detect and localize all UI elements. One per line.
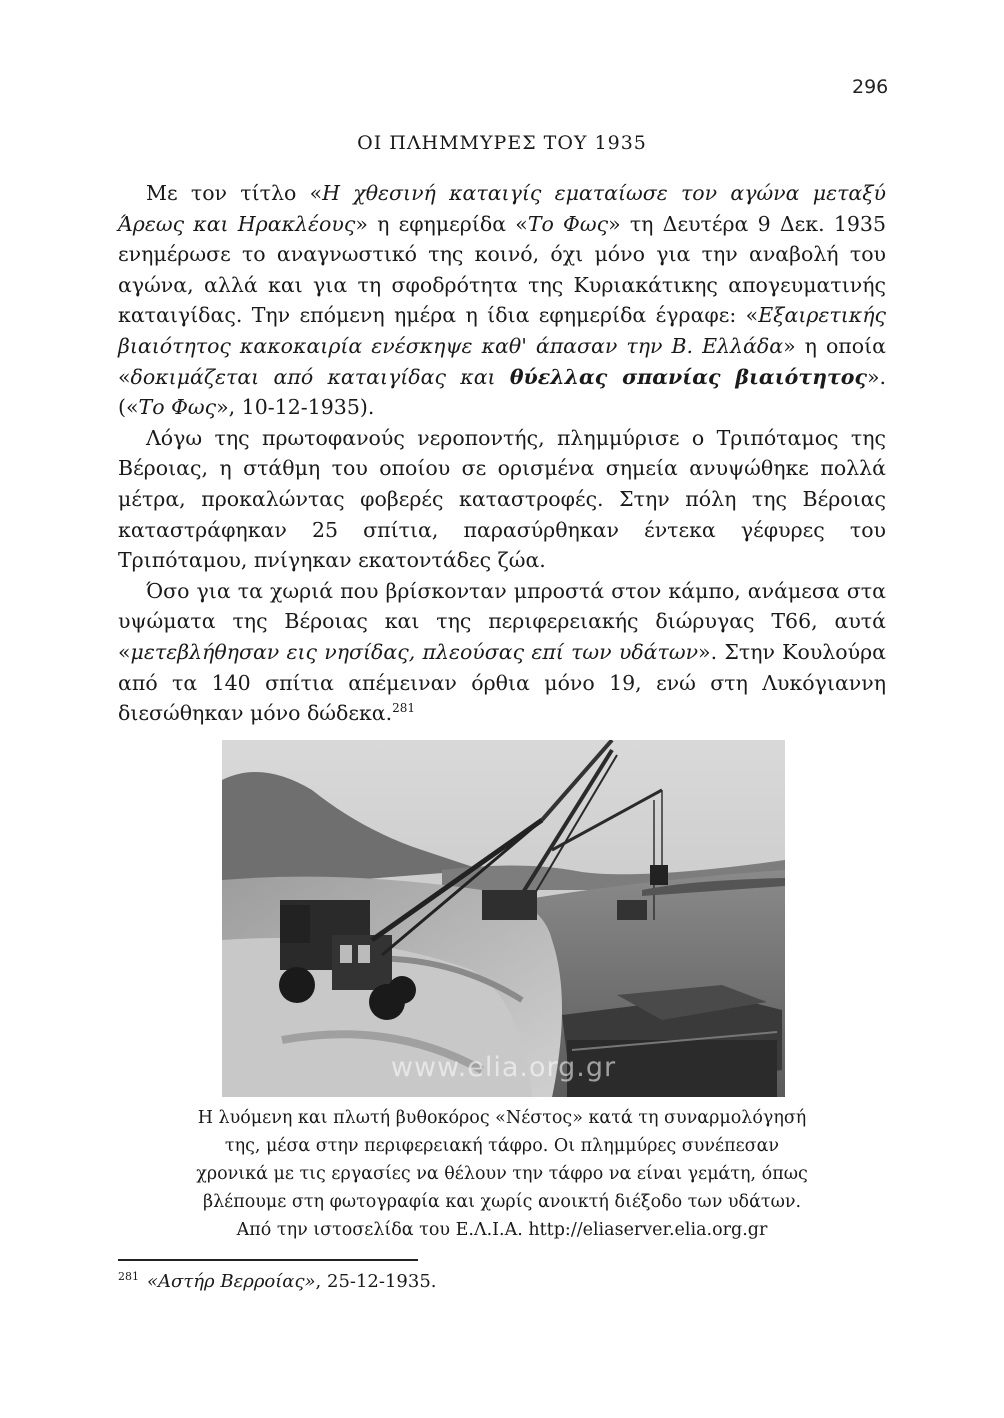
paragraph-2: Λόγω της πρωτοφανούς νεροποντής, πλημμύρισε ο Τριπόταμος της Βέροιας, η στάθμη του οποίου σε ορισμένα σημεία ανυψώθηκε πολλά μέτρα, προκαλώντας φοβερές καταστροφές. Στην πόλη της Βέροιας καταστράφηκαν 25 σπίτια, παρασύρθηκαν έντεκα γέφυρες του Τριπόταμου, πνίγηκαν εκατοντάδες ζώα. (118, 425, 886, 573)
body-text (118, 178, 886, 729)
footnote (118, 1270, 437, 1292)
p1-bold-italic: θύελλας σπανίας βιαιότητος (509, 364, 867, 389)
p1-text-6: », 10-12-1935). (216, 395, 375, 420)
paragraph-1 (118, 178, 886, 423)
p3-text-1: Όσο για τα χωριά που βρίσκονταν μπροστά στον κάμπο, ανάμεσα στα υψώματα της Βέροιας και της περιφερειακής διώρυγας Τ66, αυτά « (118, 578, 886, 664)
p1-italic-4: δοκιμάζεται από καταιγίδας και (130, 364, 510, 389)
caption-line-1: Η λυόμενη και πλωτή βυθοκόρος «Νέστος» κατά τη συναρμολόγησή (197, 1108, 807, 1128)
caption-line-5: Από την ιστοσελίδα του Ε.Λ.Ι.Α. http://eliaserver.elia.org.gr (236, 1220, 768, 1240)
dredger-photo (222, 740, 785, 1097)
caption-line-2: της, μέσα στην περιφερειακή τάφρο. Οι πλημμύρες συνέπεσαν (224, 1136, 780, 1156)
footnote-number: 281 (118, 1270, 139, 1283)
p1-text-2: » η εφημερίδα « (355, 211, 528, 236)
p1-italic-2: Το Φως (527, 211, 609, 236)
p1-text-1: Με τον τίτλο « (146, 181, 323, 205)
p3-italic-1: μετεβλήθησαν εις νησίδας, πλεούσας επί των υδάτων (130, 639, 699, 664)
p1-italic-5: Το Φως (138, 395, 217, 420)
page-title: ΟΙ ΠΛΗΜΜΥΡΕΣ ΤΟΥ 1935 (357, 132, 647, 154)
caption-line-3: χρονικά με τις εργασίες να θέλουν την τάφρο να είναι γεμάτη, όπως (196, 1164, 808, 1184)
p3-text-2: ». Στην Κουλούρα από τα 140 σπίτια απέμειναν όρθια μόνο 19, ενώ στη Λυκόγιαννη διεσώθηκαν μόνο δώδεκα. (118, 639, 886, 726)
p1-italic-3: Εξαιρετικής βιαιότητος κακοκαιρία ενέσκηψε καθ' άπασαν την Β. Ελλάδα (118, 303, 886, 358)
footnote-date: , 25-12-1935. (315, 1271, 437, 1292)
p1-text-5: ». (« (118, 364, 886, 420)
footnote-divider (118, 1259, 418, 1261)
p1-italic-1: Η χθεσινή καταιγίς εματαίωσε τον αγώνα μεταξύ Άρεως και Ηρακλέους (118, 181, 887, 236)
p1-text-3: » τη Δευτέρα 9 Δεκ. 1935 ενημέρωσε το αναγνωστικό της κοινό, όχι μόνο για την αναβολή του αγώνα, αλλά και για τη σφοδρότητα της Κυριακάτικης απογευματινής καταιγίδας. Την επόμενη ημέρα η ίδια εφημερίδα έγραφε: « (118, 211, 887, 328)
page-number: 296 (852, 76, 889, 98)
footnote-source: «Αστήρ Βερροίας» (147, 1271, 316, 1292)
photo-watermark: www.elia.org.gr (390, 1052, 617, 1083)
photo-caption (118, 1104, 886, 1244)
footnote-reference: 281 (392, 701, 416, 716)
caption-line-4: βλέπουμε στη φωτογραφία και χωρίς ανοικτή διέξοδο των υδάτων. (202, 1192, 802, 1212)
p1-text-4: » η οποία « (118, 333, 886, 389)
dredger-photo-image (222, 740, 785, 1097)
paragraph-3 (118, 576, 886, 729)
